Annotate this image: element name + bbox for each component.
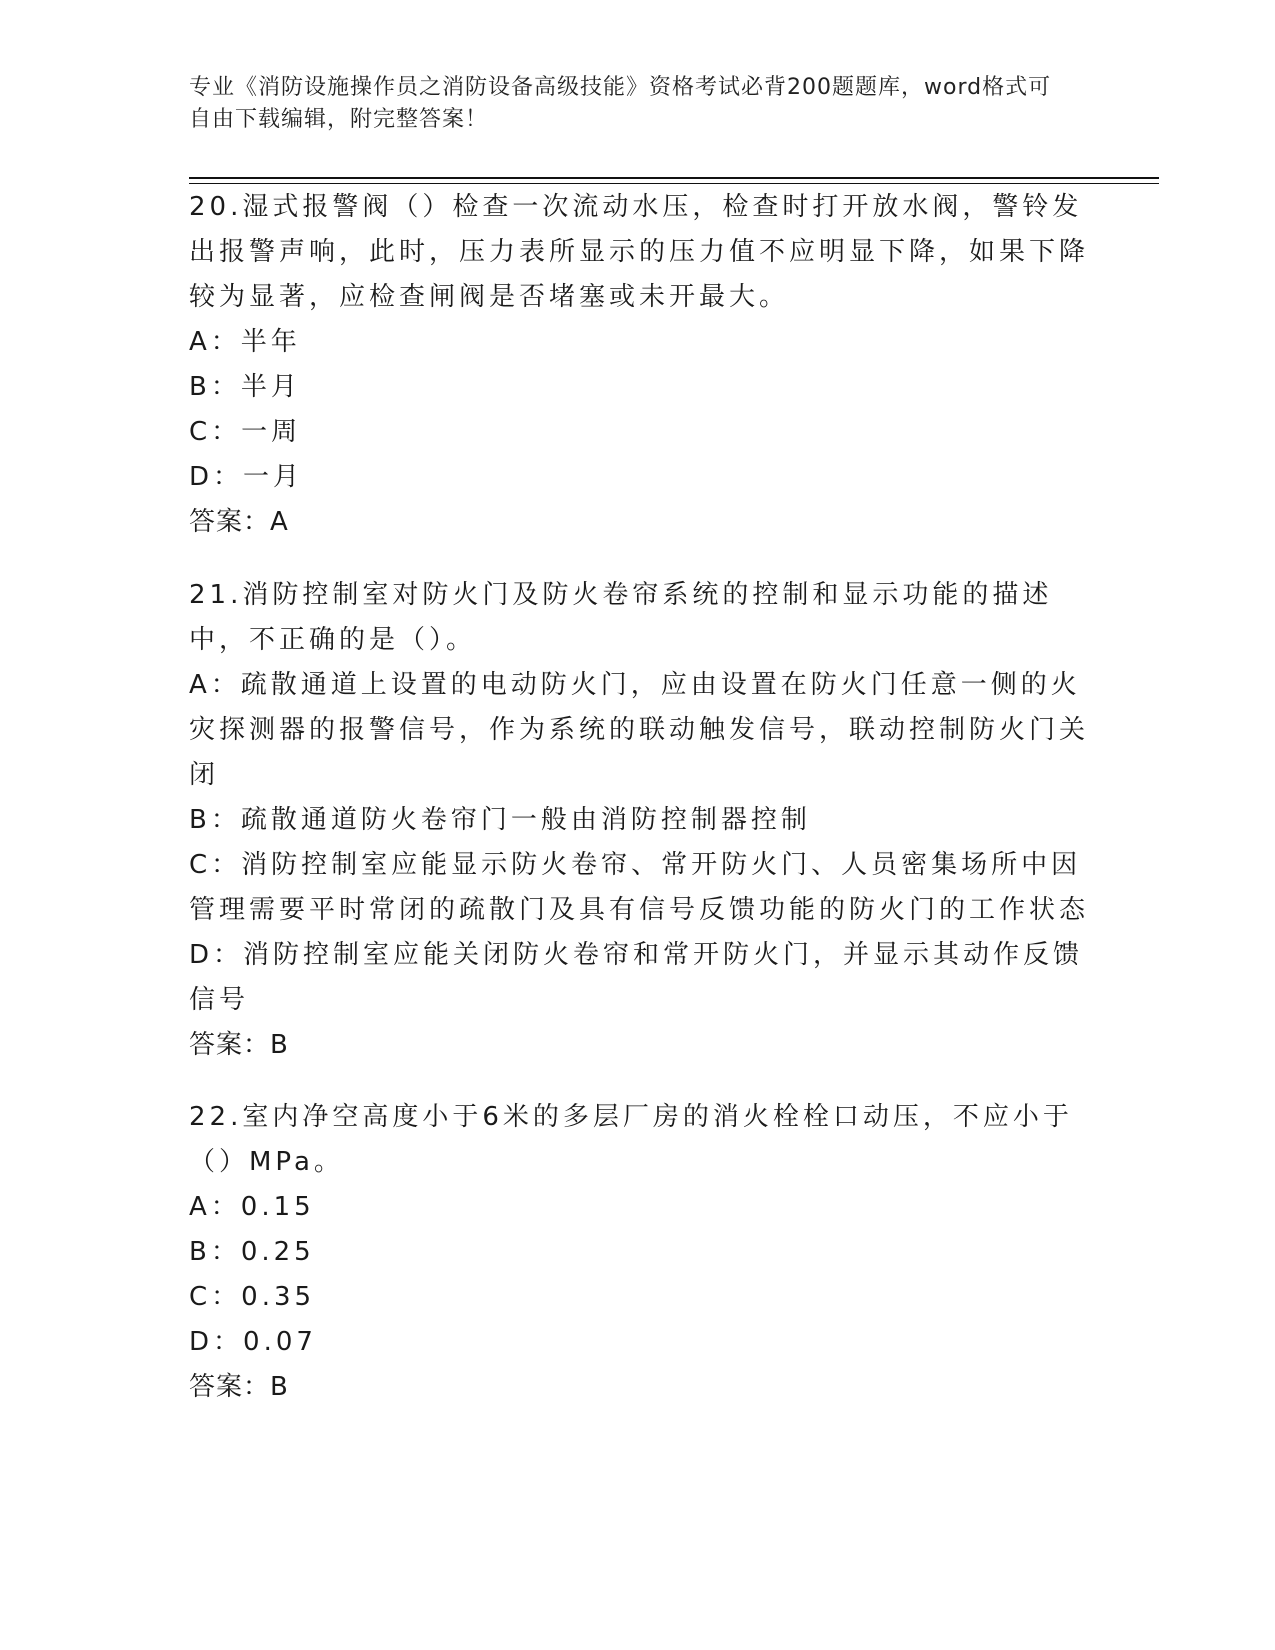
option-c: C：消防控制室应能显示防火卷帘、常开防火门、人员密集场所中因管理需要平时常闭的疏散门及具有信号反馈功能的防火门的工作状态 bbox=[189, 850, 1090, 925]
question-20 bbox=[189, 185, 1089, 545]
answer-line: 答案：A bbox=[189, 507, 289, 537]
option-a: A：半年 bbox=[189, 327, 301, 357]
question-22 bbox=[189, 1095, 1089, 1410]
header-divider-thin bbox=[189, 183, 1159, 184]
answer-line: 答案：B bbox=[189, 1372, 289, 1402]
question-stem: 21.消防控制室对防火门及防火卷帘系统的控制和显示功能的描述中，不正确的是（）。 bbox=[189, 580, 1053, 655]
option-d: D：一月 bbox=[189, 462, 304, 492]
option-c: C：0.35 bbox=[189, 1282, 316, 1312]
option-d: D：消防控制室应能关闭防火卷帘和常开防火门，并显示其动作反馈信号 bbox=[189, 940, 1084, 1015]
document-header: 专业《消防设施操作员之消防设备高级技能》资格考试必背200题题库，word格式可自由下载编辑，附完整答案！ bbox=[189, 75, 1052, 132]
option-b: B：疏散通道防火卷帘门一般由消防控制器控制 bbox=[189, 805, 811, 835]
option-d: D：0.07 bbox=[189, 1327, 317, 1357]
header-divider-thick bbox=[189, 177, 1159, 179]
question-stem: 20.湿式报警阀（）检查一次流动水压，检查时打开放水阀，警铃发出报警声响，此时，压力表所显示的压力值不应明显下降，如果下降较为显著，应检查闸阀是否堵塞或未开最大。 bbox=[189, 192, 1090, 312]
option-a: A：0.15 bbox=[189, 1192, 315, 1222]
question-21 bbox=[189, 573, 1089, 1068]
answer-line: 答案：B bbox=[189, 1030, 289, 1060]
option-a: A：疏散通道上设置的电动防火门，应由设置在防火门任意一侧的火灾探测器的报警信号，作为系统的联动触发信号，联动控制防火门关闭 bbox=[189, 670, 1090, 790]
option-c: C：一周 bbox=[189, 417, 302, 447]
option-b: B：0.25 bbox=[189, 1237, 315, 1267]
question-stem: 22.室内净空高度小于6米的多层厂房的消火栓栓口动压，不应小于（）MPa。 bbox=[189, 1102, 1073, 1177]
option-b: B：半月 bbox=[189, 372, 301, 402]
